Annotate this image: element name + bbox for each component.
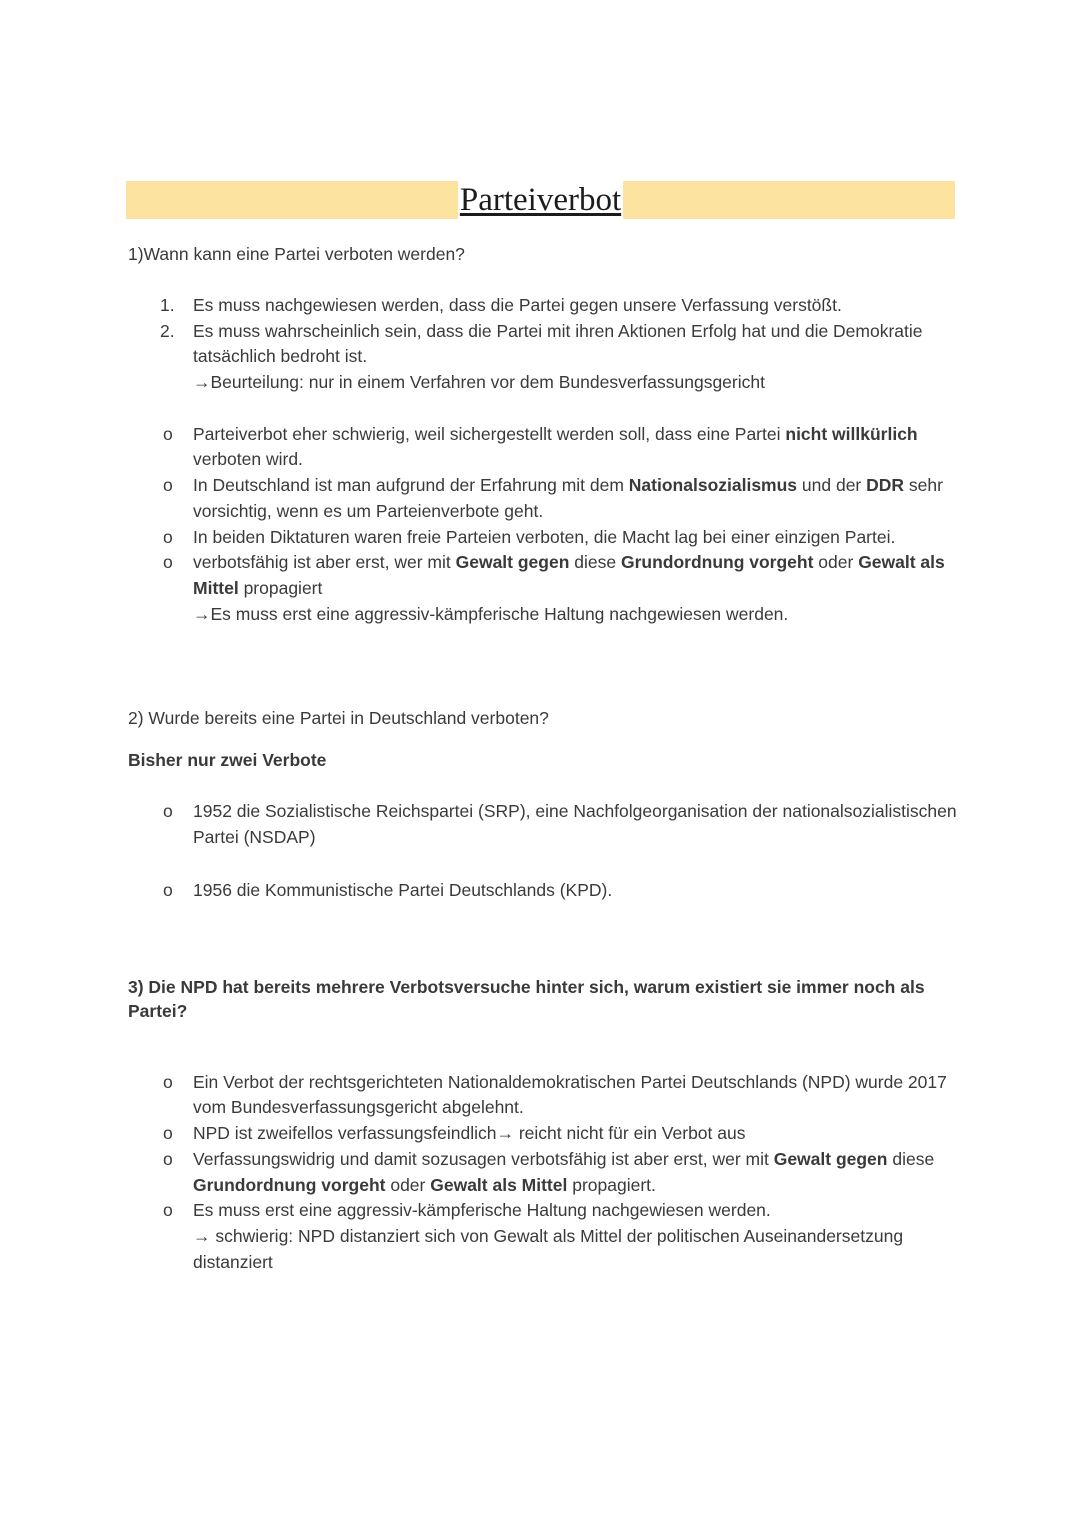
spacer [128,627,958,707]
circle-bullet-icon: o [163,801,173,822]
list-item [128,319,958,396]
list-item [128,1147,958,1198]
list-item-subline: → schwierig: NPD distanziert sich von Gewalt als Mittel der politischen Auseinandersetzung distanziert [193,1226,904,1272]
list-item-text: Es muss wahrscheinlich sein, dass die Partei mit ihren Aktionen Erfolg hat und die Demokratie tatsächlich bedroht ist. [193,320,923,367]
page-title: Parteiverbot [459,182,622,218]
spacer [128,267,958,293]
list-item-text: verbotsfähig ist aber erst, wer mit Gewalt gegen diese Grundordnung vorgeht oder Gewalt als Mittel propagiert [193,552,945,598]
list-item-text: Es muss nachgewiesen werden, dass die Partei gegen unsere Verfassung verstößt. [193,294,842,315]
circle-bullet-icon: o [163,552,173,573]
list-item-text: Verfassungswidrig und damit sozusagen verbotsfähig ist aber erst, wer mit Gewalt gegen diese Grundordnung vorgeht oder Gewalt als Mittel propagiert. [193,1148,935,1195]
section-3-bullet-list [128,1070,958,1276]
circle-bullet-icon: o [163,1071,173,1092]
list-item [128,1121,958,1147]
list-item [128,473,958,524]
circle-bullet-icon: o [163,1200,173,1221]
list-item [128,1070,958,1121]
list-item-text: Es muss erst eine aggressiv-kämpferische Haltung nachgewiesen werden. [193,1200,771,1221]
circle-bullet-icon: o [163,423,173,444]
spacer [128,396,958,422]
circle-bullet-icon: o [163,526,173,547]
circle-bullet-icon: o [163,1123,173,1144]
list-item [128,550,958,627]
list-marker: 1. [160,294,175,315]
list-item-text: In beiden Diktaturen waren freie Parteien verboten, die Macht lag bei einer einzigen Partei. [193,526,896,547]
list-item [128,293,958,319]
section-1-numbered-list [128,293,958,396]
list-item-text: 1956 die Kommunistische Partei Deutschlands (KPD). [193,880,613,901]
list-item [128,878,958,904]
section-1-bullet-list [128,422,958,628]
list-item-text: NPD ist zweifellos verfassungsfeindlich→ reicht nicht für ein Verbot aus [193,1123,746,1144]
section-3-heading: 3) Die NPD hat bereits mehrere Verbotsversuche hinter sich, warum existiert sie immer noch als Partei? [128,977,925,1021]
circle-bullet-icon: o [163,880,173,901]
circle-bullet-icon: o [163,475,173,496]
list-item [128,525,958,551]
section-1-heading: 1)Wann kann eine Partei verboten werden? [128,244,465,264]
spacer [128,904,958,976]
list-item-text: Parteiverbot eher schwierig, weil sichergestellt werden soll, dass eine Partei nicht willkürlich verboten wird. [193,423,918,470]
list-item-subline: →Beurteilung: nur in einem Verfahren vor dem Bundesverfassungsgericht [193,371,765,392]
list-item-text: Ein Verbot der rechtsgerichteten Nationaldemokratischen Partei Deutschlands (NPD) wurde 2017 vom Bundesverfassungsgericht abgelehnt. [193,1071,947,1118]
list-item-text: In Deutschland ist man aufgrund der Erfahrung mit dem Nationalsozialismus und der DDR sehr vorsichtig, wenn es um Parteienverbote geht. [193,475,943,521]
list-item [128,422,958,473]
list-item-subline: →Es muss erst eine aggressiv-kämpferische Haltung nachgewiesen werden. [193,603,789,624]
list-item-text: 1952 die Sozialistische Reichspartei (SRP), eine Nachfolgeorganisation der nationalsozialistischen Partei (NSDAP) [193,801,957,847]
spacer [128,773,958,799]
section-2-subheading: Bisher nur zwei Verbote [128,750,327,771]
list-item [128,1198,958,1275]
list-marker: 2. [160,320,175,341]
title-highlight-band [126,181,955,219]
section-2-bullet-list [128,799,958,904]
spacer [128,731,958,749]
spacer [128,1024,958,1070]
document-body [128,243,958,1276]
list-item [128,799,958,850]
section-2-heading: 2) Wurde bereits eine Partei in Deutschland verboten? [128,708,549,729]
circle-bullet-icon: o [163,1148,173,1169]
